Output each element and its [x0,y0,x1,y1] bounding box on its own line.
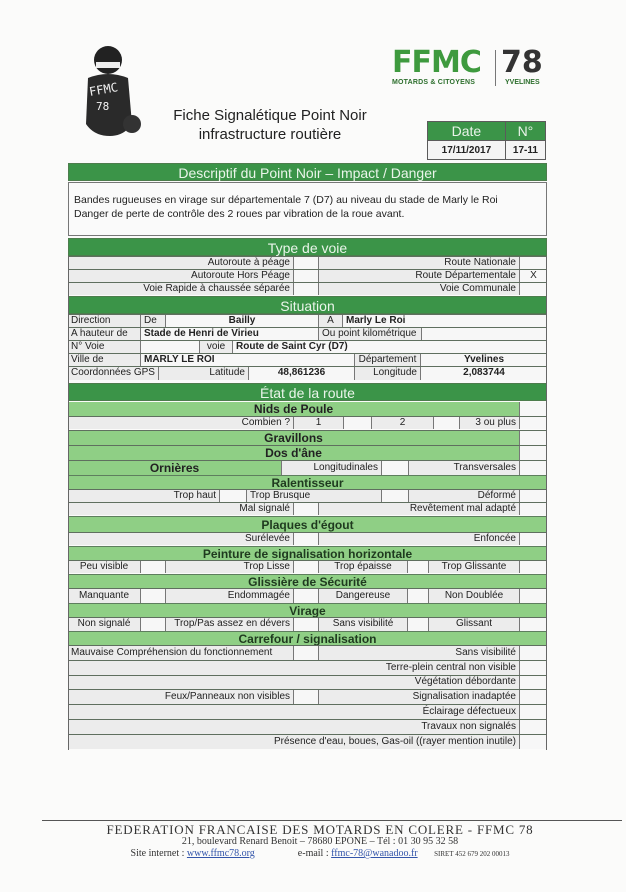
title-line-1: Fiche Signalétique Point Noir [173,107,367,124]
virage-sans-visibilite-checkbox[interactable] [407,618,428,631]
virage-devers: Trop/Pas assez en dévers [165,618,293,631]
de-label: De [140,315,165,327]
footer-contact [30,848,610,859]
dos-ane-checkbox[interactable] [519,446,547,460]
peinture-trop-glissante-checkbox[interactable] [519,561,547,573]
carrefour-terre-plein-checkbox[interactable] [519,661,547,675]
glissiere-endommagee: Endommagée [165,589,293,603]
dos-ane-row [68,445,547,460]
ralentisseur-trop-haut-checkbox[interactable] [219,490,246,502]
situation-row-gps [68,366,547,380]
page-title [160,106,380,144]
direction-label: Direction [68,315,140,327]
ralentisseur-trop-brusque-checkbox[interactable] [381,490,408,502]
ralentisseur-mal-signale: Mal signalé [68,503,293,515]
brand-number: 78 [501,45,543,80]
ornieres-longitudinales: Longitudinales [281,461,381,475]
type-voie-row [68,256,547,269]
checkbox-route-departementale[interactable]: X [519,270,547,282]
peinture-row [68,560,547,573]
virage-glissant: Glissant [428,618,519,631]
siret: SIRET 452 679 202 00013 [434,850,510,858]
ralentisseur-row-1 [68,489,547,502]
email-label: e-mail : [297,848,332,859]
glissiere-non-doublee-checkbox[interactable] [519,589,547,603]
date-label: Date [428,122,506,141]
glissiere-dangereuse: Dangereuse [318,589,407,603]
carrefour-travaux-checkbox[interactable] [519,720,547,734]
ville-label: Ville de [68,354,140,366]
option-voie-rapide: Voie Rapide à chaussée séparée [68,283,293,295]
carrefour-sans-visibilite-checkbox[interactable] [519,646,547,660]
virage-title: Virage [68,603,547,617]
glissiere-row [68,588,547,603]
ralentisseur-title: Ralentisseur [68,475,547,489]
plaques-surelevee: Surélevée [68,533,293,545]
carrefour-vegetation-checkbox[interactable] [519,676,547,689]
description-field[interactable] [68,182,547,236]
brand-main: FFMC [392,45,481,80]
carrefour-feux-panneaux: Feux/Panneaux non visibles [68,690,293,704]
gravillons-checkbox[interactable] [519,431,547,445]
brand-region: YVELINES [505,79,540,86]
svg-text:78: 78 [96,100,110,113]
situation-row-ville [68,353,547,366]
glissiere-endommagee-checkbox[interactable] [293,589,318,603]
virage-glissant-checkbox[interactable] [519,618,547,631]
combien-label: Combien ? [68,417,293,429]
carrefour-sans-visibilite: Sans visibilité [318,646,519,660]
footer-org: FEDERATION FRANCAISE DES MOTARDS EN COLERE - FFMC 78 [106,822,534,837]
rider-logo [74,44,146,140]
num-voie-label: N° Voie [68,341,140,353]
description-line-2: Danger de perte de contrôle des 2 roues par vibration de la roue avant. [74,208,405,220]
carrefour-travaux: Travaux non signalés [68,720,519,734]
carrefour-signalisation-inadaptee: Signalisation inadaptée [318,690,519,704]
glissiere-dangereuse-checkbox[interactable] [407,589,428,603]
nids-option-2: 2 [371,417,433,429]
site-label: Site internet : [130,848,187,859]
a-label: A [318,315,342,327]
plaques-surelevee-checkbox[interactable] [293,533,318,545]
option-route-departementale: Route Départementale [318,270,519,282]
nids-checkbox-1[interactable] [343,417,371,429]
type-voie-row [68,269,547,282]
carrefour-signalisation-inadaptee-checkbox[interactable] [519,690,547,704]
peinture-trop-lisse: Trop Lisse [165,561,293,573]
website-link[interactable]: www.ffmc78.org [186,848,255,859]
checkbox-voie-communale[interactable] [519,283,547,295]
carrefour-terre-plein: Terre-plein central non visible [68,661,519,675]
ville-value[interactable]: MARLY LE ROI [140,354,354,366]
carrefour-mauvaise-comprehension: Mauvaise Compréhension du fonctionnement [68,646,293,660]
ornieres-longitudinales-checkbox[interactable] [381,461,408,475]
number-value[interactable]: 17-11 [505,141,545,160]
virage-devers-checkbox[interactable] [293,618,318,631]
nids-header-row [68,402,547,416]
hauteur-value[interactable]: Stade de Henri de Virieu [140,328,318,340]
ralentisseur-trop-haut: Trop haut [68,490,219,502]
section-etat-route: État de la route [68,383,547,401]
footer-divider [42,820,622,821]
number-label: N° [505,122,545,141]
gravillons-row [68,430,547,445]
departement-value[interactable]: Yvelines [420,354,547,366]
virage-row [68,617,547,631]
peinture-peu-visible-checkbox[interactable] [140,561,165,573]
carrefour-eclairage-checkbox[interactable] [519,705,547,719]
glissiere-manquante-checkbox[interactable] [140,589,165,603]
nids-checkbox-3[interactable] [519,417,547,429]
description-line-1: Bandes rugueuses en virage sur départementale 7 (D7) au niveau du stade de Marly le Roi [74,194,498,206]
peinture-trop-epaisse-checkbox[interactable] [407,561,428,573]
ornieres-title: Ornières [68,461,281,475]
brand-divider [495,50,496,86]
section-descriptif: Descriptif du Point Noir – Impact / Danger [68,163,547,181]
voie-value[interactable]: Route de Saint Cyr (D7) [232,341,547,353]
ralentisseur-trop-brusque: Trop Brusque [246,490,381,502]
ralentisseur-row-2 [68,502,547,515]
nids-title: Nids de Poule [68,402,519,416]
pk-value[interactable] [421,328,547,340]
ornieres-row [68,460,547,475]
carrefour-mauvaise-comprehension-checkbox[interactable] [293,646,318,660]
carrefour-row-7 [68,734,547,749]
plaques-title: Plaques d'égout [68,516,547,532]
nids-option-1: 1 [293,417,343,429]
dos-ane-title: Dos d'âne [68,446,519,460]
peinture-peu-visible: Peu visible [68,561,140,573]
checkbox-voie-rapide[interactable] [293,283,318,295]
latitude-value[interactable]: 48,861236 [248,367,354,380]
email-link[interactable]: ffmc-78@wanadoo.fr [331,848,418,859]
carrefour-presence-eau-checkbox[interactable] [519,735,547,749]
type-voie-row [68,282,547,295]
glissiere-manquante: Manquante [68,589,140,603]
latitude-label: Latitude [158,367,248,380]
carrefour-row-3 [68,675,547,689]
ralentisseur-mal-signale-checkbox[interactable] [293,503,318,515]
glissiere-non-doublee: Non Doublée [428,589,519,603]
plaques-row [68,532,547,545]
pk-label: Ou point kilométrique [318,328,421,340]
section-situation: Situation [68,296,547,314]
situation-row-voie [68,340,547,353]
carrefour-vegetation: Végétation débordante [68,676,519,689]
option-autoroute-hors-peage: Autoroute Hors Péage [68,270,293,282]
peinture-trop-epaisse: Trop épaisse [318,561,407,573]
situation-row-hauteur [68,327,547,340]
a-value[interactable]: Marly Le Roi [342,315,547,327]
peinture-title: Peinture de signalisation horizontale [68,546,547,560]
nids-option-3: 3 ou plus [459,417,519,429]
carrefour-presence-eau: Présence d'eau, boues, Gas-oil ((rayer mention inutile) [68,735,519,749]
carrefour-row-6 [68,719,547,734]
glissiere-title: Glissière de Sécurité [68,574,547,588]
de-value[interactable]: Bailly [165,315,318,327]
nids-options-row [68,416,547,429]
carrefour-feux-panneaux-checkbox[interactable] [293,690,318,704]
situation-row-direction [68,314,547,327]
longitude-label: Longitude [354,367,420,380]
option-voie-communale: Voie Communale [318,283,519,295]
date-number-table [427,121,546,160]
checkbox-autoroute-hors-peage[interactable] [293,270,318,282]
virage-non-signale-checkbox[interactable] [140,618,165,631]
gps-label: Coordonnées GPS [68,367,158,380]
num-voie-value[interactable] [140,341,199,353]
gravillons-title: Gravillons [68,431,519,445]
motorcyclist-icon [74,44,146,140]
ornieres-transversales: Transversales [408,461,519,475]
peinture-trop-lisse-checkbox[interactable] [293,561,318,573]
ralentisseur-deforme-checkbox[interactable] [519,490,547,502]
ralentisseur-revetement-checkbox[interactable] [519,503,547,515]
hauteur-label: A hauteur de [68,328,140,340]
checkbox-autoroute-peage[interactable] [293,257,318,269]
svg-text:FFMC: FFMC [88,80,119,99]
carrefour-row-4 [68,689,547,704]
carrefour-eclairage: Éclairage défectueux [68,705,519,719]
title-line-2: infrastructure routière [198,126,342,143]
plaques-enfoncee-checkbox[interactable] [519,533,547,545]
carrefour-row-1 [68,645,547,660]
departement-label: Département [354,354,420,366]
option-route-nationale: Route Nationale [318,257,519,269]
carrefour-title: Carrefour / signalisation [68,631,547,645]
longitude-value[interactable]: 2,083744 [420,367,547,380]
nids-checkbox-2[interactable] [433,417,459,429]
ralentisseur-revetement: Revêtement mal adapté [318,503,519,515]
peinture-trop-glissante: Trop Glissante [428,561,519,573]
date-value[interactable]: 17/11/2017 [428,141,506,160]
voie-label: voie [199,341,232,353]
ornieres-transversales-checkbox[interactable] [519,461,547,475]
footer-address: 21, boulevard Renard Benoit – 78680 EPONE – Tél : 01 30 95 32 58 [181,836,459,847]
section-type-voie: Type de voie [68,238,547,256]
carrefour-row-5 [68,704,547,719]
brand-tagline: MOTARDS & CITOYENS [392,79,476,86]
ffmc78-logo [392,45,562,92]
option-autoroute-peage: Autoroute à péage [68,257,293,269]
virage-non-signale: Non signalé [68,618,140,631]
nids-checkbox[interactable] [519,402,547,416]
checkbox-route-nationale[interactable] [519,257,547,269]
carrefour-row-2 [68,660,547,675]
ralentisseur-deforme: Déformé [408,490,519,502]
virage-sans-visibilite: Sans visibilité [318,618,407,631]
plaques-enfoncee: Enfoncée [318,533,519,545]
